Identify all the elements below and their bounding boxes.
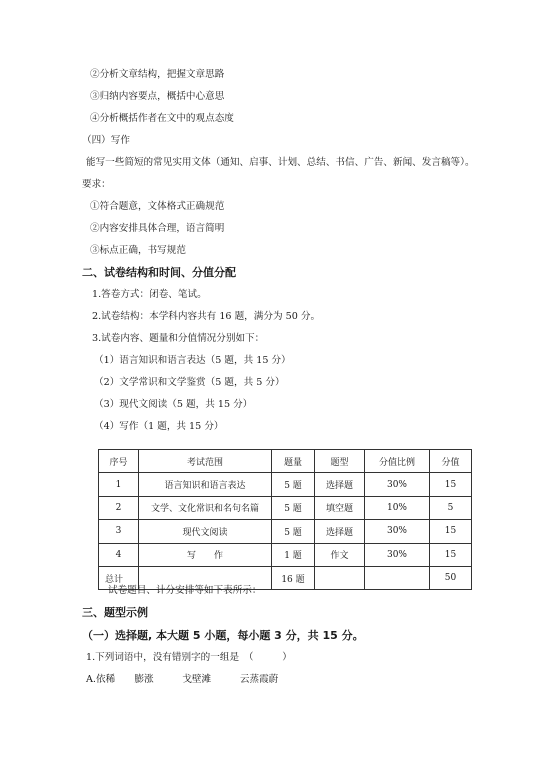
section-item: （3）现代文阅读（5 题，共 15 分）	[94, 399, 253, 410]
requirement-line: ②内容安排具体合理，语言简明	[90, 223, 225, 234]
section-item: 2.试卷结构：本学科内容共有 16 题，满分为 50 分。	[92, 311, 321, 322]
table-cell: 写 作	[139, 543, 272, 566]
table-cell: 文学、文化常识和名句名篇	[139, 496, 272, 519]
table-row	[99, 496, 472, 519]
table-cell: 16 题	[272, 566, 315, 589]
table-cell: 30%	[365, 473, 430, 496]
table-cell	[365, 566, 430, 589]
table-header: 分值比例	[365, 450, 430, 473]
table-cell: 4	[99, 543, 139, 566]
requirement-line: ③标点正确，书写规范	[90, 245, 186, 256]
question-text: 1.下列词语中，没有错别字的一组是 （ ）	[86, 652, 292, 663]
section-item: （1）语言知识和语言表达（5 题，共 15 分）	[94, 355, 291, 366]
table-header: 题型	[315, 450, 365, 473]
objective-line: ②分析文章结构，把握文章思路	[90, 69, 225, 80]
table-cell: 选择题	[315, 520, 365, 543]
table-cell: 15	[430, 473, 472, 496]
table-cell: 3	[99, 520, 139, 543]
table-cell: 30%	[365, 543, 430, 566]
table-cell: 50	[430, 566, 472, 589]
table-cell: 5 题	[272, 473, 315, 496]
question-option: A.依稀 膨涨 戈壁滩 云蒸霞蔚	[86, 674, 279, 685]
requirement-line: ①符合题意，文体格式正确规范	[90, 201, 225, 212]
table-header: 考试范围	[139, 450, 272, 473]
table-header: 题量	[272, 450, 315, 473]
table-cell: 5 题	[272, 496, 315, 519]
table-row	[99, 543, 472, 566]
section-heading: 二、试卷结构和时间、分值分配	[82, 266, 236, 279]
table-cell: 选择题	[315, 473, 365, 496]
section-item: 1.答卷方式：闭卷、笔试。	[92, 289, 207, 300]
table-cell: 30%	[365, 520, 430, 543]
subsection-heading: （一）选择题, 本大题 5 小题，每小题 3 分，共 15 分。	[82, 629, 364, 642]
table-note: 试卷题目、计分安排等如下表所示：	[108, 585, 262, 596]
paragraph: 能写一些简短的常见实用文体（通知、启事、计划、总结、书信、广告、新闻、发言稿等）。	[86, 157, 475, 168]
table-header: 分值	[430, 450, 472, 473]
subsection-title: （四）写作	[82, 135, 130, 146]
table-header-row	[99, 450, 472, 473]
table-cell: 语言知识和语言表达	[139, 473, 272, 496]
section-item: （2）文学常识和文学鉴赏（5 题，共 5 分）	[94, 377, 285, 388]
table-cell: 作文	[315, 543, 365, 566]
score-table	[98, 449, 472, 590]
table-cell: 1 题	[272, 543, 315, 566]
table-cell: 10%	[365, 496, 430, 519]
table-cell: 15	[430, 543, 472, 566]
objective-line: ③归纳内容要点，概括中心意思	[90, 91, 225, 102]
table-row	[99, 520, 472, 543]
table-cell: 总计	[99, 566, 139, 589]
objective-line: ④分析概括作者在文中的观点态度	[90, 113, 234, 124]
section-item: 3.试卷内容、题量和分值情况分别如下：	[92, 333, 265, 344]
table-cell: 15	[430, 520, 472, 543]
requirements-label: 要求：	[82, 179, 111, 190]
table-cell: 2	[99, 496, 139, 519]
table-header: 序号	[99, 450, 139, 473]
section-heading: 三、题型示例	[82, 606, 148, 619]
table-row	[99, 473, 472, 496]
table-cell	[315, 566, 365, 589]
table-cell: 5	[430, 496, 472, 519]
section-item: （4）写作（1 题，共 15 分）	[94, 421, 224, 432]
table-cell: 5 题	[272, 520, 315, 543]
table-cell: 现代文阅读	[139, 520, 272, 543]
table-cell: 1	[99, 473, 139, 496]
table-cell: 填空题	[315, 496, 365, 519]
